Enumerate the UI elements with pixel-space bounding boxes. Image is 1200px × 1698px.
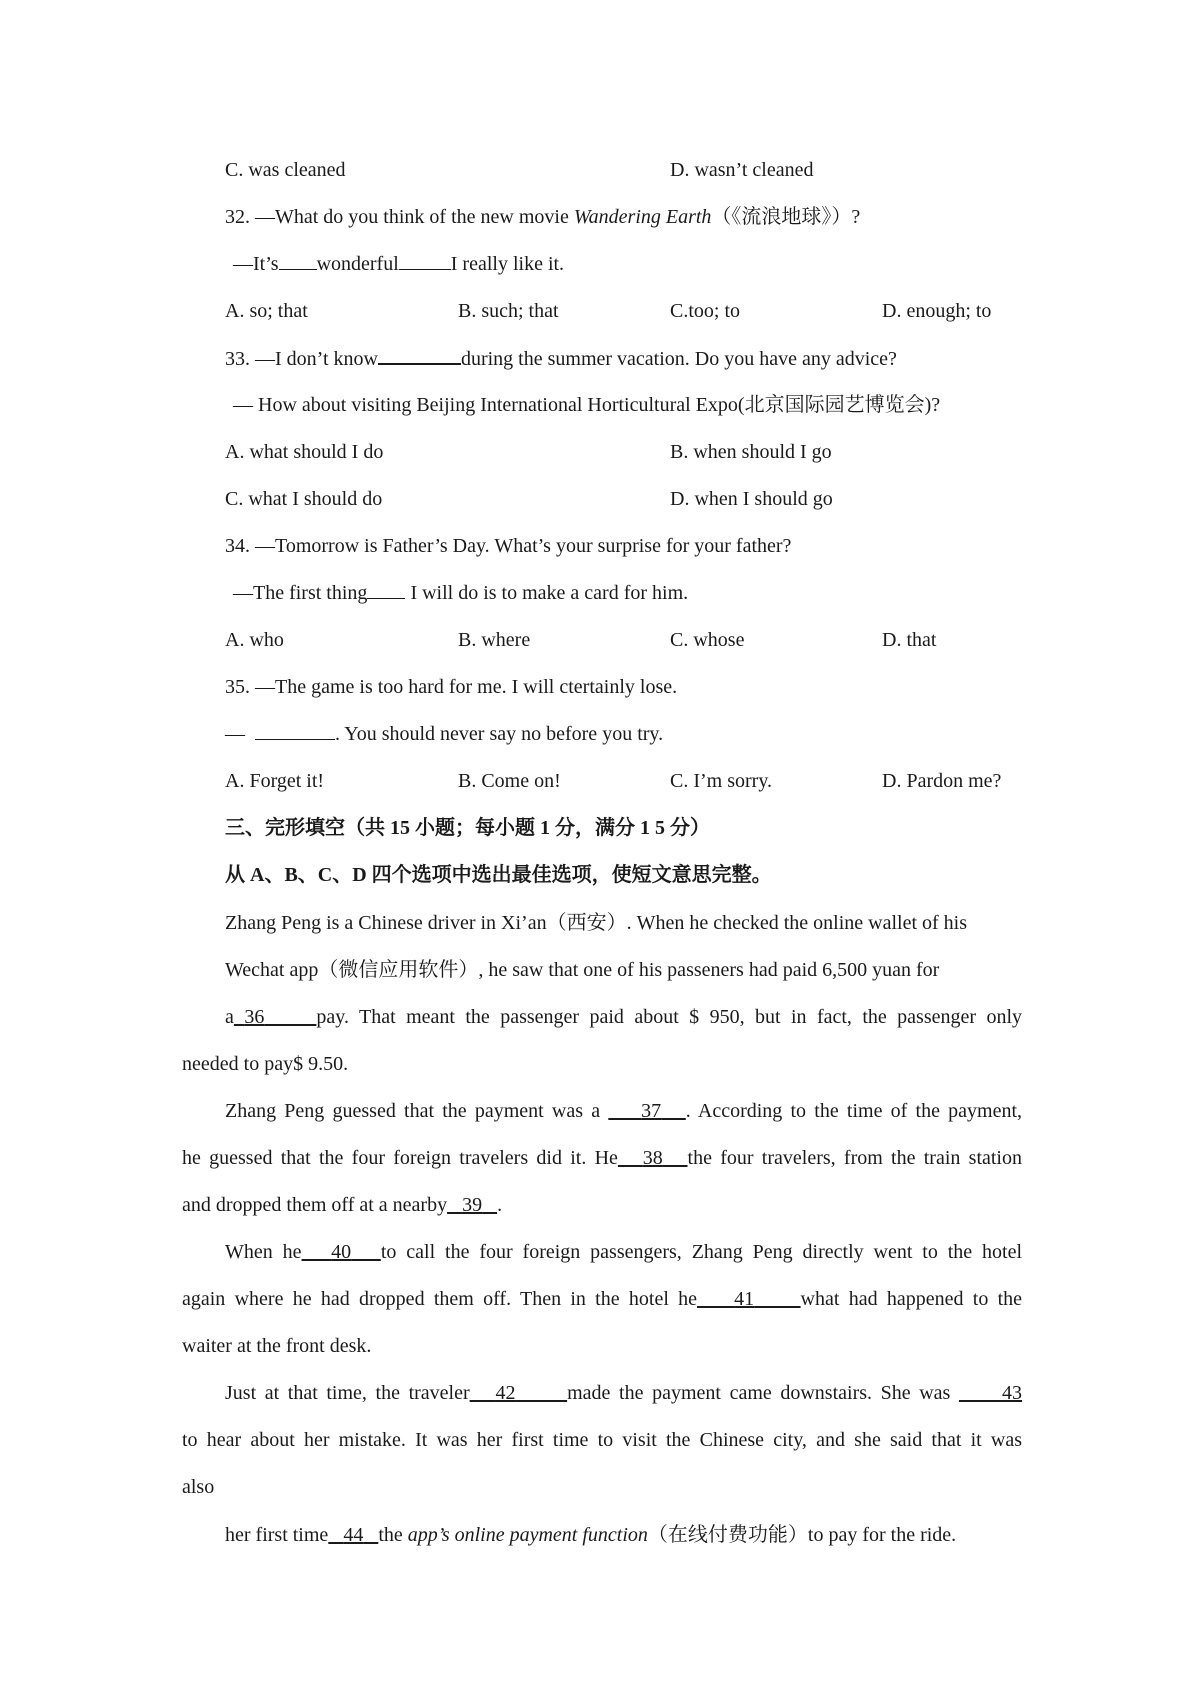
p3-line-1-start: When he	[225, 1241, 302, 1263]
q33-reply: — How about visiting Beijing International Horticultural Expo(北京国际园艺博览会)?	[233, 394, 941, 416]
blank-38-number: 38	[642, 1147, 663, 1169]
p3-line-2-start: again where he had dropped them off. Then in the hotel he	[182, 1288, 698, 1310]
q34-reply-end: I will do is to make a card for him.	[405, 582, 689, 604]
q35-option-d: D. Pardon me?	[882, 770, 1002, 792]
p3-line-2-end: what had happened to the	[800, 1288, 1023, 1310]
section-3-instruction: 从 A、B、C、D 四个选项中选出最佳选项，使短文意思完整。	[225, 864, 772, 886]
q32-reply	[233, 251, 564, 277]
passage-p3-line-1	[225, 1239, 1022, 1265]
q35-reply	[225, 721, 663, 747]
q35-reply-end: . You should never say no before you try.	[335, 723, 664, 745]
p5-start: her first time	[225, 1524, 329, 1546]
q34-option-b: B. where	[458, 629, 531, 651]
q32-option-d: D. enough; to	[882, 300, 992, 322]
q35-reply-start: —	[225, 723, 255, 745]
q34-option-c: C. whose	[670, 629, 745, 651]
p2-line-1-start: Zhang Peng guessed that the payment was a	[225, 1100, 609, 1122]
p2-line-3-start: and dropped them off at a nearby	[182, 1194, 448, 1216]
q32-reply-end: I really like it.	[450, 253, 565, 275]
blank-36-number: 36	[244, 1006, 265, 1028]
blank-44-number: 44	[343, 1524, 364, 1546]
passage-p1-line-1: Zhang Peng is a Chinese driver in Xi’an（西安）. When he checked the online wallet of his	[225, 912, 968, 934]
q34-option-d: D. that	[882, 629, 937, 651]
passage-p3-line-2	[182, 1286, 1022, 1312]
q35-option-c: C. I’m sorry.	[670, 770, 773, 792]
p2-line-2-end: the four travelers, from the train station	[687, 1147, 1022, 1169]
blank-41-number: 41	[734, 1288, 755, 1310]
q33-option-d: D. when I should go	[670, 488, 833, 510]
p4-line-1-end: made the payment came downstairs. She was	[567, 1382, 959, 1404]
q35-option-b: B. Come on!	[458, 770, 561, 792]
p1-line-3-start: a	[225, 1006, 234, 1028]
passage-p4-line-3: also	[182, 1476, 215, 1498]
blank-41	[697, 1288, 801, 1310]
passage-p4-line-1	[225, 1380, 1022, 1406]
q32-reply-start: —It’s	[233, 253, 279, 275]
q33-stem	[225, 345, 897, 372]
q34-option-a: A. who	[225, 629, 284, 651]
blank-37-number: 37	[641, 1100, 662, 1122]
blank-43	[959, 1382, 1022, 1404]
q34-reply-start: —The first thing	[233, 582, 368, 604]
section-3-heading: 三、完形填空（共 15 小题；每小题 1 分，满分 1 5 分）	[225, 817, 710, 839]
p3-line-1-end: to call the four foreign passengers, Zhang Peng directly went to the hotel	[380, 1241, 1023, 1263]
q32-reply-mid: wonderful	[316, 253, 399, 275]
blank-40	[302, 1241, 381, 1263]
p5-mid: the	[378, 1524, 408, 1546]
q34-stem: 34. —Tomorrow is Father’s Day. What’s your surprise for your father?	[225, 535, 792, 557]
q32-option-a: A. so; that	[225, 300, 308, 322]
q32-blank-2	[399, 251, 451, 270]
blank-39	[447, 1194, 497, 1216]
passage-p5-line-1	[225, 1522, 956, 1548]
blank-42-number: 42	[495, 1382, 516, 1404]
blank-42	[470, 1382, 567, 1404]
passage-p2-line-3	[182, 1192, 502, 1218]
passage-p3-line-3: waiter at the front desk.	[182, 1335, 372, 1357]
q33-option-a: A. what should I do	[225, 441, 384, 463]
q31-option-d: D. wasn’t cleaned	[670, 159, 814, 181]
q33-stem-end: during the summer vacation. Do you have any advice?	[460, 348, 897, 370]
q33-option-b: B. when should I go	[670, 441, 832, 463]
blank-39-number: 39	[462, 1194, 483, 1216]
blank-37	[608, 1100, 685, 1122]
q34-reply	[233, 580, 688, 606]
q32-blank-1	[279, 251, 317, 270]
blank-44	[328, 1524, 378, 1546]
q32-option-b: B. such; that	[458, 300, 559, 322]
q35-stem: 35. —The game is too hard for me. I will ctertainly lose.	[225, 676, 678, 698]
p2-line-2-start: he guessed that the four foreign travelers did it. He	[182, 1147, 618, 1169]
p2-line-1-end: . According to the time of the payment,	[685, 1100, 1023, 1122]
q33-stem-start: 33. —I don’t know	[225, 348, 378, 370]
passage-p1-line-2: Wechat app（微信应用软件）, he saw that one of his passeners had paid 6,500 yuan for	[225, 959, 940, 981]
q35-option-a: A. Forget it!	[225, 770, 325, 792]
q32-stem-tail: （《流浪地球》）?	[711, 206, 861, 228]
q32-option-c: C.too; to	[670, 300, 741, 322]
passage-p1-line-3	[225, 1004, 1022, 1030]
q32-stem	[225, 204, 860, 230]
passage-p2-line-1	[225, 1098, 1022, 1124]
p2-line-3-end: .	[497, 1194, 503, 1216]
blank-43-number: 43	[1002, 1382, 1022, 1404]
q33-blank	[378, 345, 461, 365]
passage-p1-line-4: needed to pay$ 9.50.	[182, 1053, 349, 1075]
passage-p4-line-2: to hear about her mistake. It was her first time to visit the Chinese city, and she said that it was	[182, 1429, 1022, 1451]
q34-blank	[367, 580, 405, 599]
q31-option-c: C. was cleaned	[225, 159, 346, 181]
q32-stem-text: 32. —What do you think of the new movie	[225, 206, 574, 228]
p5-italic-term: app’s online payment function	[407, 1524, 648, 1546]
passage-p2-line-2	[182, 1145, 1022, 1171]
p4-line-1-start: Just at that time, the traveler	[225, 1382, 470, 1404]
q32-movie-title: Wandering Earth	[573, 206, 712, 228]
p5-end: （在线付费功能）to pay for the ride.	[647, 1524, 957, 1546]
blank-40-number: 40	[331, 1241, 352, 1263]
blank-36	[234, 1006, 317, 1028]
q35-blank	[255, 721, 335, 740]
p1-line-3-end: pay. That meant the passenger paid about $ 950, but in fact, the passenger only	[316, 1006, 1023, 1028]
blank-38	[618, 1147, 688, 1169]
q33-option-c: C. what I should do	[225, 488, 383, 510]
